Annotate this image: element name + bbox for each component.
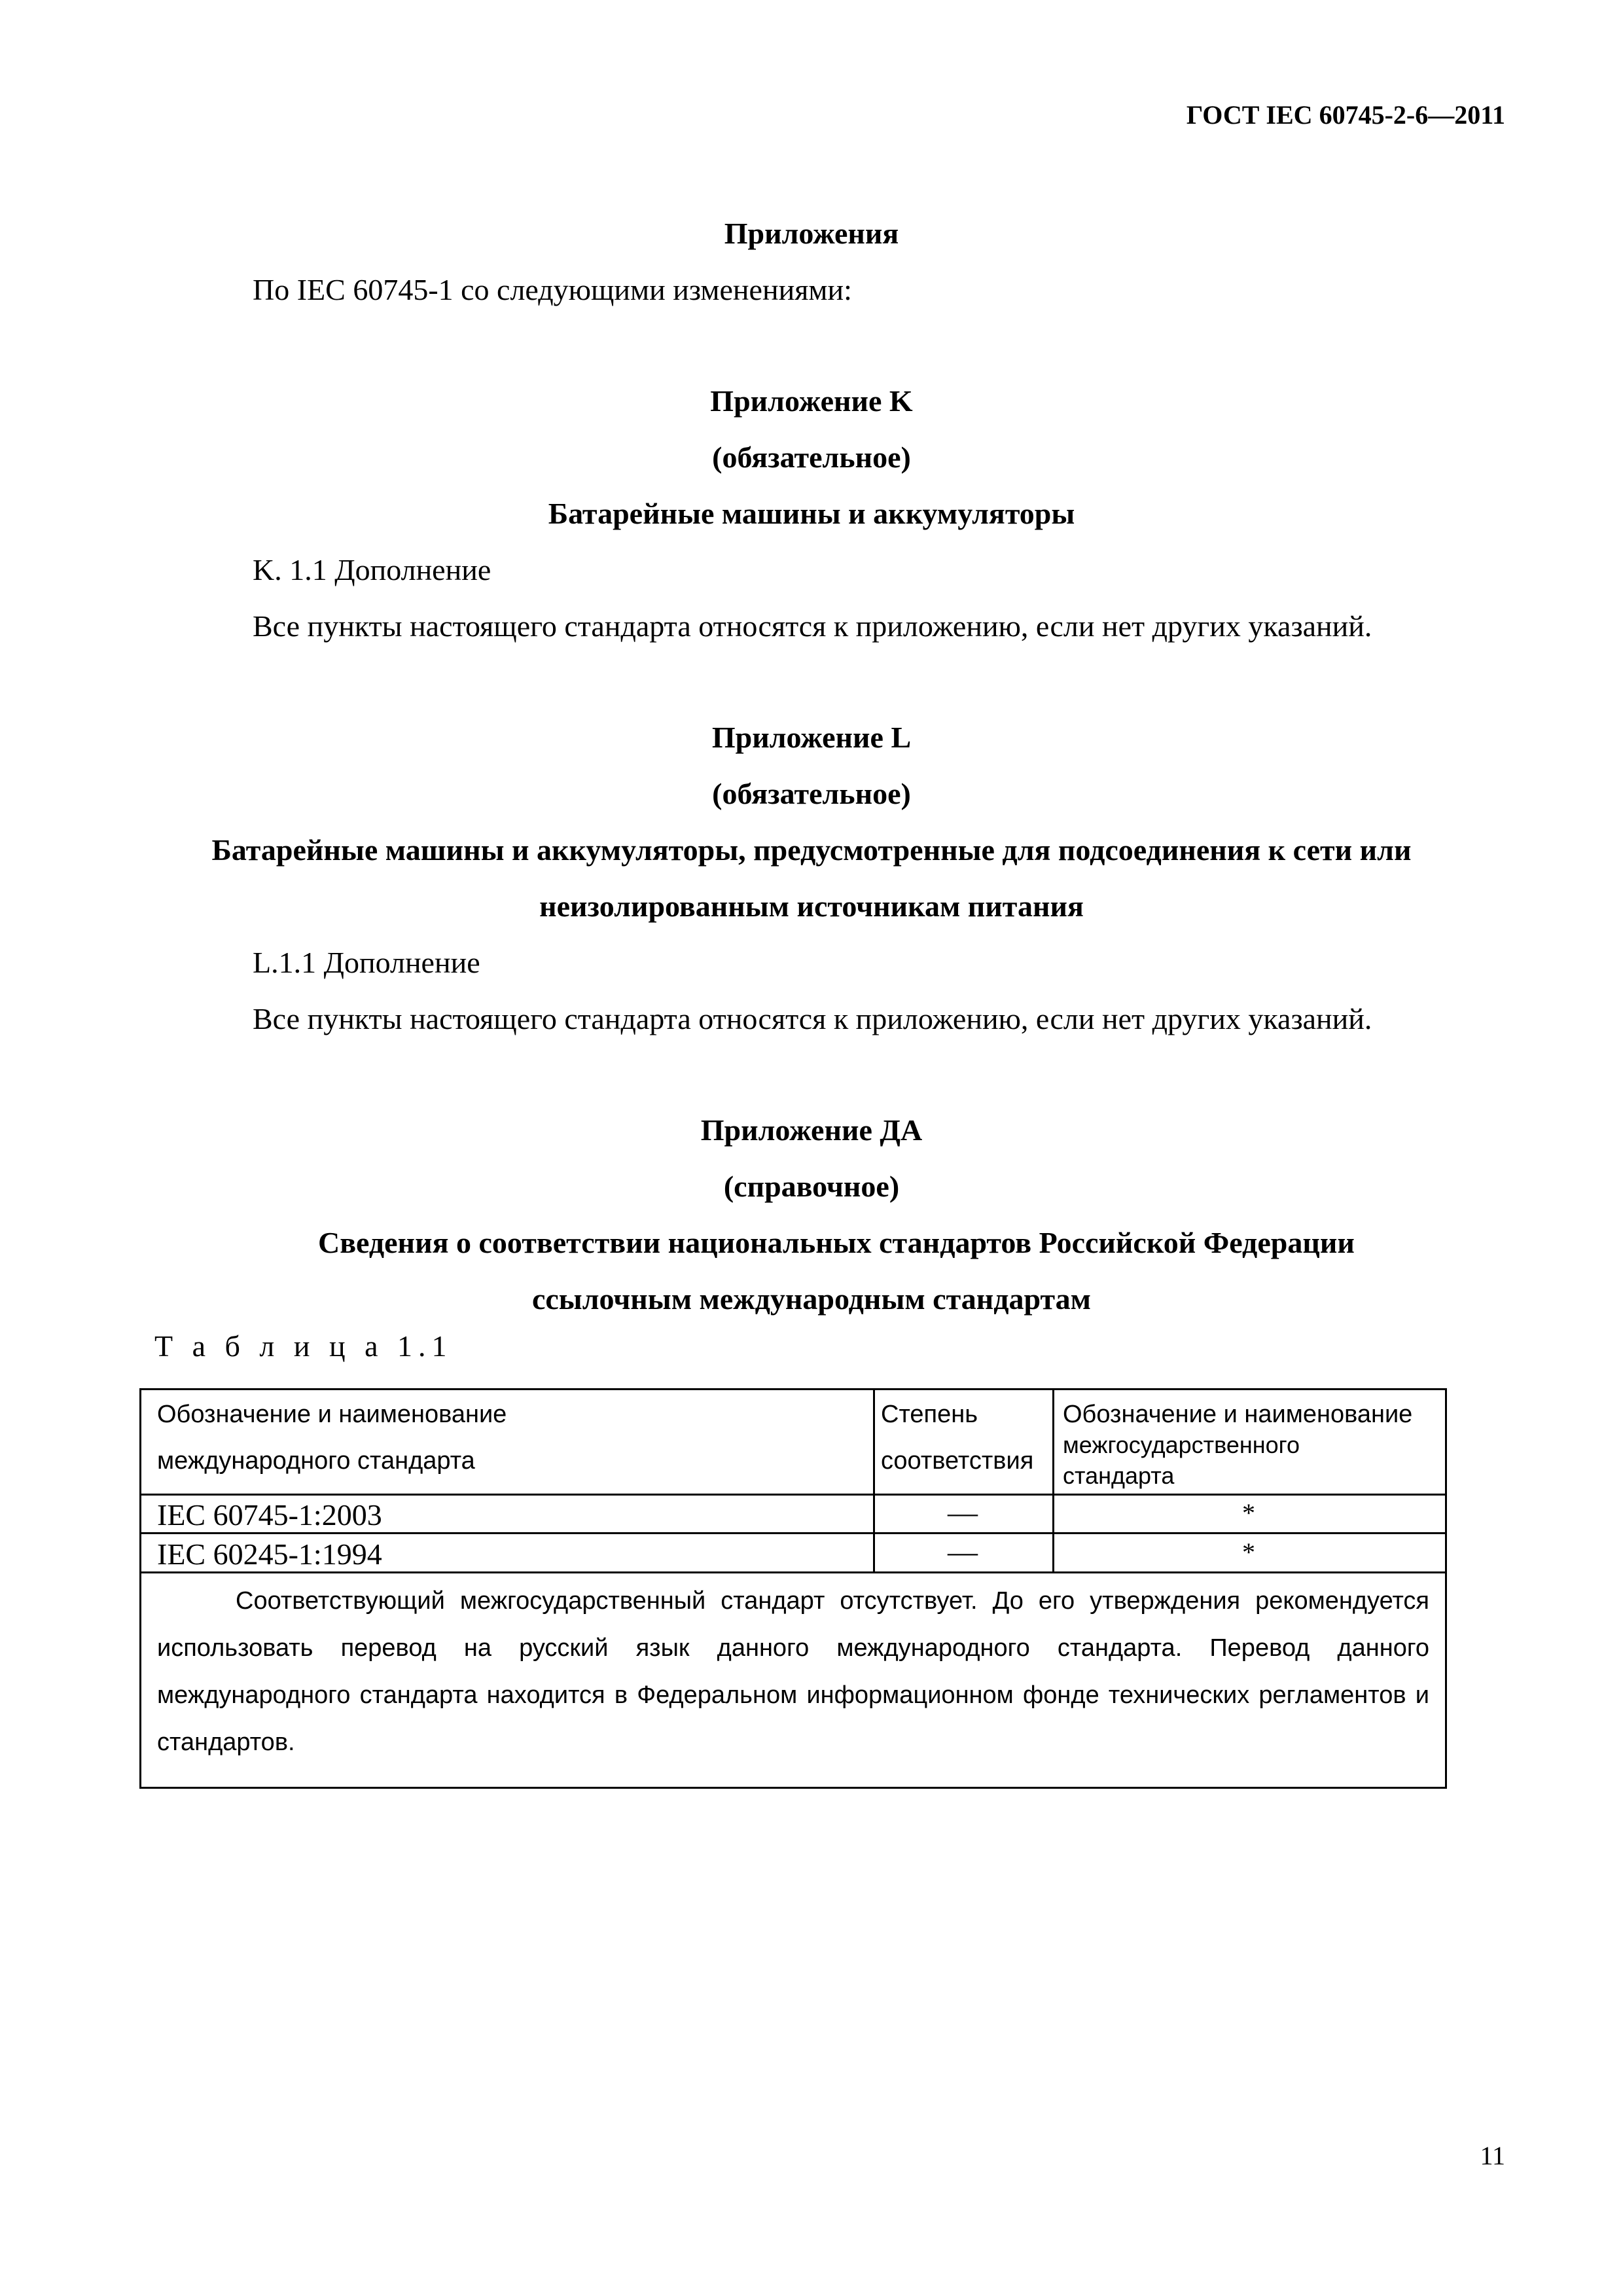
header-international-line2: международного стандарта <box>157 1447 475 1475</box>
appendix-l-clause: L.1.1 Дополнение <box>253 946 480 979</box>
header-degree-line1: Степень <box>881 1401 978 1428</box>
appendix-k-subtitle: Батарейные машины и аккумуляторы <box>548 497 1075 530</box>
document-number-header: ГОСТ IEC 60745-2-6—2011 <box>1186 100 1505 130</box>
header-interstate-line3: стандарта <box>1063 1462 1175 1489</box>
table-row-1-interstate: * <box>1242 1498 1255 1528</box>
table-row-2-interstate: * <box>1242 1537 1255 1567</box>
appendices-title: Приложения <box>724 217 899 250</box>
appendix-da-subtitle-line2: ссылочным международным стандартам <box>531 1282 1092 1316</box>
appendix-k-title: Приложение K <box>710 384 913 418</box>
appendices-intro: По IEC 60745-1 со следующими изменениями: <box>253 273 852 306</box>
appendix-k-status: (обязательное) <box>712 440 911 474</box>
table-caption: Т а б л и ц а 1.1 <box>154 1329 453 1363</box>
row-divider <box>141 1494 1445 1496</box>
appendix-k-text: Все пункты настоящего стандарта относятся к приложению, если нет других указаний. <box>253 609 1372 643</box>
table-footnote <box>157 1577 1429 1766</box>
appendix-da-status: (справочное) <box>723 1170 900 1203</box>
table-row-2-degree: — <box>948 1535 978 1568</box>
header-degree-line2: соответствия <box>881 1447 1034 1475</box>
appendix-l-subtitle-line2: неизолированным источникам питания <box>539 889 1084 923</box>
row-divider <box>141 1532 1445 1534</box>
row-divider <box>141 1571 1445 1573</box>
appendix-l-subtitle-line1: Батарейные машины и аккумуляторы, предусмотренные для подсоединения к сети или <box>211 833 1412 867</box>
header-international-line1: Обозначение и наименование <box>157 1401 507 1428</box>
table-row-2-standard: IEC 60245-1:1994 <box>157 1537 382 1571</box>
appendix-k-clause: K. 1.1 Дополнение <box>253 553 491 586</box>
header-interstate-line2: межгосударственного <box>1063 1431 1300 1458</box>
header-interstate-line1: Обозначение и наименование <box>1063 1401 1413 1428</box>
appendix-l-text: Все пункты настоящего стандарта относятся к приложению, если нет других указаний. <box>253 1002 1372 1035</box>
table-row-1-degree: — <box>948 1496 978 1529</box>
correspondence-table <box>139 1388 1447 1789</box>
page-number: 11 <box>1480 2141 1505 2170</box>
appendix-da-title: Приложение ДА <box>700 1113 923 1147</box>
appendix-l-title: Приложение L <box>711 721 912 754</box>
table-footnote-text: Соответствующий межгосударственный стандарт отсутствует. До его утверждения рекомендуется использовать перевод на русский язык данного международного стандарта. Перевод данного международного стандарта находится в Федеральном информационном фонде технических регламентов и стандартов. <box>157 1587 1429 1756</box>
appendix-l-status: (обязательное) <box>712 777 911 810</box>
table-row-1-standard: IEC 60745-1:2003 <box>157 1498 382 1532</box>
appendix-da-subtitle-line1: Сведения о соответствии национальных стандартов Российской Федерации <box>318 1226 1355 1259</box>
